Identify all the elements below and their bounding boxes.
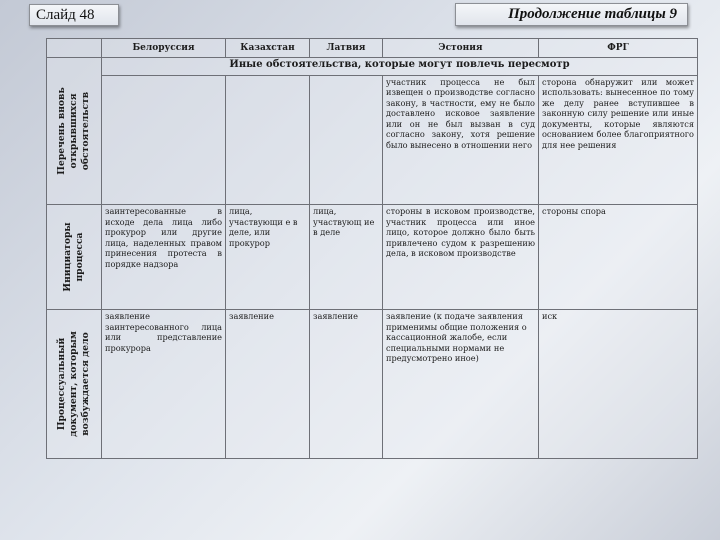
row-header-line: открывшихся [68,93,79,169]
cell-latvia [310,75,383,204]
table-continuation-header [455,3,688,26]
cell-kazakhstan: заявление [226,310,310,459]
row-header-line: Процессуальный [56,337,67,431]
cell-latvia: заявление [310,310,383,459]
cell-kazakhstan [226,75,310,204]
table-row [47,310,698,459]
row-header-procedural-document [47,310,102,459]
cell-estonia: стороны в исковом производстве, участник процесса или иное лицо, которое должно было быть привлечено судом к разрешению дела, в исковом производстве [383,205,539,310]
cell-belarus [102,75,226,204]
table-row [47,75,698,204]
row-header-line: обстоятельств [80,91,91,171]
row-header-line: документ, которым [68,331,79,437]
cell-estonia: заявление (к подаче заявления применимы общие положения о кассационной жалобе, если специальными нормами не предусмотрено иное) [383,310,539,459]
row-header-new-circumstances [47,58,102,205]
row-header-line: возбуждается дело [80,332,91,436]
cell-latvia: лица, участвующ ие в деле [310,205,383,310]
cell-germany: стороны спора [539,205,698,310]
column-header-germany: ФРГ [539,39,698,58]
table-header-row [47,39,698,58]
section-title-row [47,58,698,76]
cell-germany: сторона обнаружит или может использовать: вынесенное по тому же делу ранее вступившее в законную силу решение или иные документы, которые являются основанием более благоприятного для нее решения [539,75,698,204]
table-corner-cell [47,39,102,58]
slide-number-label: Слайд 48 [36,6,95,23]
column-header-latvia: Латвия [310,39,383,58]
row-header-initiators [47,205,102,310]
table-continuation-title: Продолжение таблицы 9 [508,6,677,22]
row-header-line: Инициаторы [62,222,73,292]
section-title: Иные обстоятельства, которые могут повлечь пересмотр [102,58,698,76]
cell-belarus: заявление заинтересованного лица или представление прокурора [102,310,226,459]
cell-estonia: участник процесса не был извещен о производстве согласно закону, в частности, ему не было доставлено исковое заявление или он не был вызван в суд согласно закону, хотя решение было вынесено в отношении него [383,75,539,204]
table-row [47,205,698,310]
cell-germany: иск [539,310,698,459]
column-header-kazakhstan: Казахстан [226,39,310,58]
row-header-line: Перечень вновь [56,87,67,175]
column-header-estonia: Эстония [383,39,539,58]
cell-belarus: заинтересованные в исходе дела лица либо прокурор или другие лица, наделенных правом принесения протеста в порядке надзора [102,205,226,310]
column-header-belarus: Белоруссия [102,39,226,58]
slide-number-badge [29,4,119,26]
comparison-table [46,38,698,459]
row-header-line: процесса [74,232,85,282]
cell-kazakhstan: лица, участвующи е в деле, или прокурор [226,205,310,310]
